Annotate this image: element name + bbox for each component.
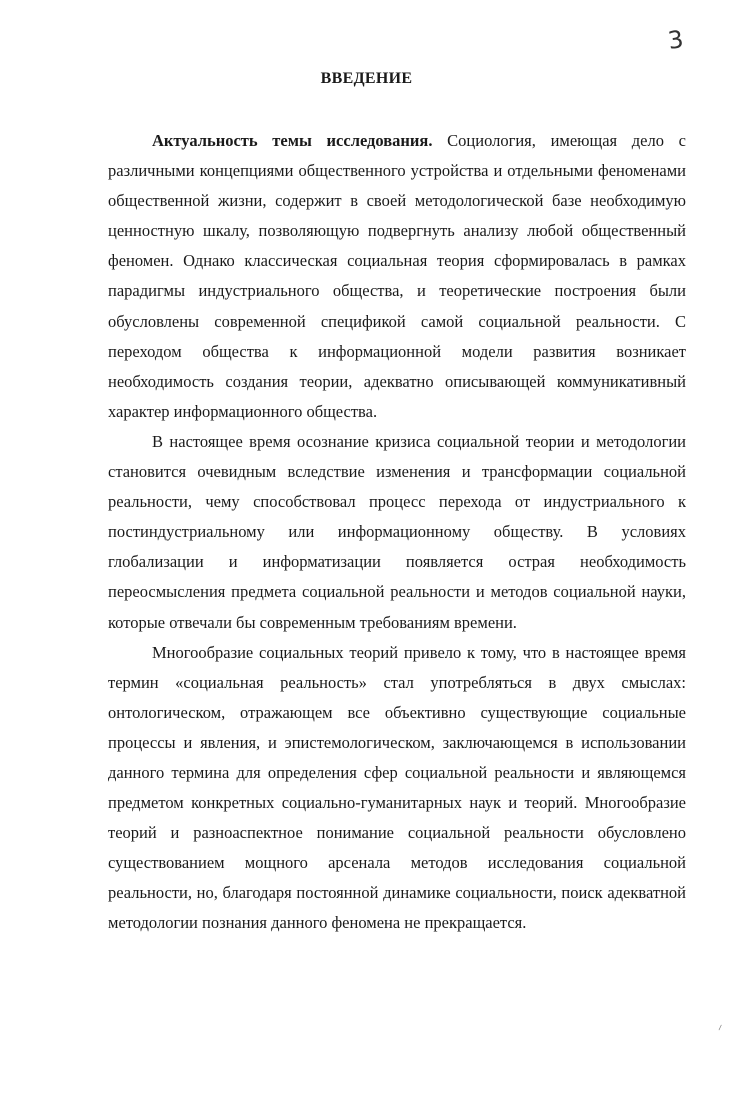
paragraph-diversity: Многообразие социальных теорий привело к тому, что в настоящее время термин «социальная реальность» стал употребляться в двух смыслах: онтологическом, отражающем все объективно существующие социальные процессы и явления, и эпистемологическом, заключающемся в использовании данного термина для определения сфер социальной реальности и являющемся предметом конкретных социально-гуманитарных наук и теорий. Многообразие теорий и разноаспектное понимание социальной реальности обусловлено существованием мощного арсенала методов исследования социальной реальности, но, благодаря постоянной динамике социальности, поиск адекватной методологии познания данного феномена не прекращается.	[108, 642, 686, 933]
paragraph-lead: Актуальность темы исследования.	[152, 131, 433, 150]
paragraph-relevance	[108, 126, 686, 427]
paragraph-text: Социология, имеющая дело с различными концепциями общественного устройства и отдельными феноменами общественной жизни, содержит в своей методологической базе необходимую ценностную шкалу, позволяющую подвергнуть анализу любой общественный феномен. Однако классическая социальная теория сформировалась в рамках парадигмы индустриального общества, и теоретические построения были обусловлены современной спецификой самой социальной реальности. С переходом общества к информационной модели развития возникает необходимость создания теории, адекватно описывающей коммуникативный характер информационного общества.	[108, 131, 686, 421]
document-body	[108, 126, 686, 939]
pen-mark: ⸝	[713, 1017, 725, 1033]
page-number: 3	[666, 25, 686, 55]
paragraph-crisis: В настоящее время осознание кризиса социальной теории и методологии становится очевидным вследствие изменения и трансформации социальной реальности, чему способствовал процесс перехода от индустриального к постиндустриальному или информационному обществу. В условиях глобализации и информатизации появляется острая необходимость переосмысления предмета социальной реальности и методов социальной науки, которые отвечали бы современным требованиям времени.	[108, 431, 686, 632]
page-title: ВВЕДЕНИЕ	[320, 70, 413, 87]
